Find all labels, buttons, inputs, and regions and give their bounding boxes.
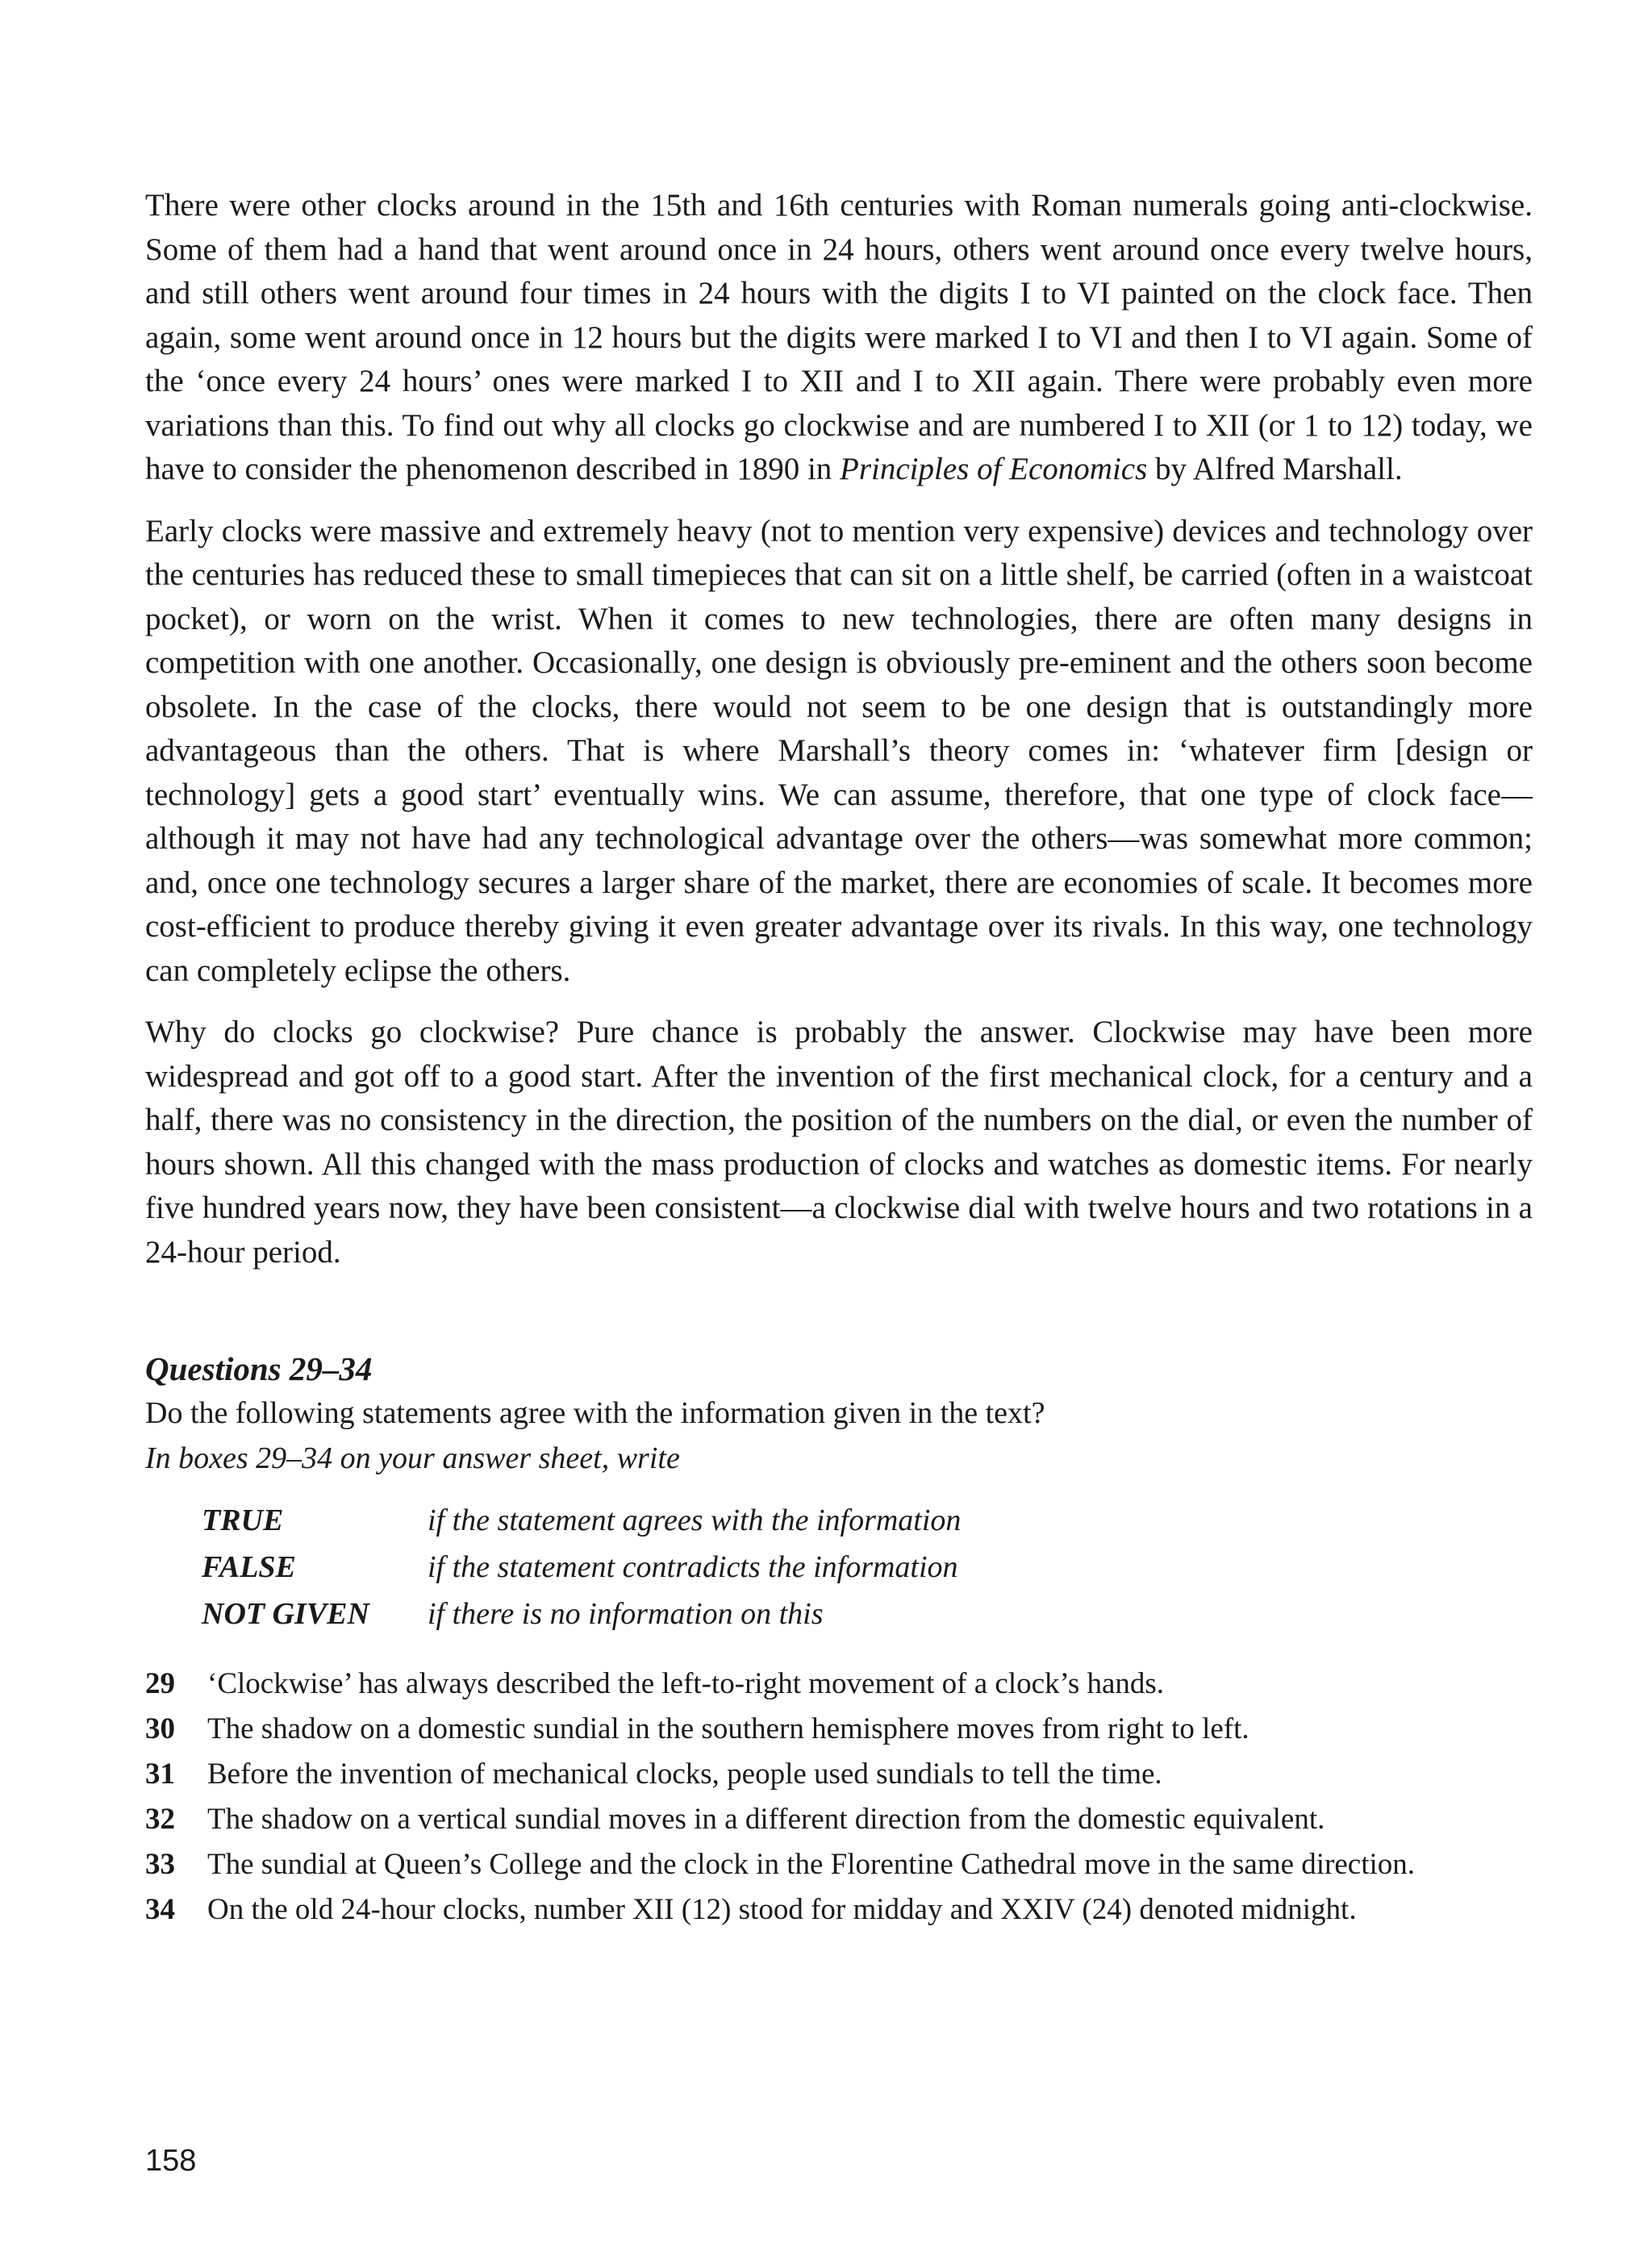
question-number: 29 bbox=[145, 1667, 175, 1700]
question-text: The sundial at Queen’s College and the clock in the Florentine Cathedral move in the same direction. bbox=[207, 1848, 1416, 1881]
legend-row-not-given bbox=[202, 1591, 1533, 1637]
legend-desc: if the statement agrees with the information bbox=[428, 1503, 962, 1537]
legend-row-false bbox=[202, 1544, 1533, 1591]
question-number: 32 bbox=[145, 1803, 175, 1836]
question-text: On the old 24-hour clocks, number XII (12) stood for midday and XXIV (24) denoted midnight. bbox=[207, 1893, 1357, 1926]
passage-paragraph-3: Why do clocks go clockwise? Pure chance is probably the answer. Clockwise may have been more widespread and got off to a good start. After the invention of the first mechanical clock, for a century and a half, there was no consistency in the direction, the position of the numbers on the dial, or even the number of hours shown. All this changed with the mass production of clocks and watches as domestic items. For nearly five hundred years now, they have been consistent—a clockwise dial with twelve hours and two rotations in a 24-hour period. bbox=[145, 1015, 1533, 1270]
passage-paragraph-2: Early clocks were massive and extremely heavy (not to mention very expensive) devices and technology over the centuries has reduced these to small timepieces that can sit on a little shelf, be carried (often in a waistcoat pocket), or worn on the wrist. When it comes to new technologies, there are often many designs in competition with one another. Occasionally, one design is obviously pre-eminent and the others soon become obsolete. In the case of the clocks, there would not seem to be one design that is outstandingly more advantageous than the others. That is where Marshall’s theory comes in: ‘whatever firm [design or technology] gets a good start’ eventually wins. We can assume, therefore, that one type of clock face—although it may not have had any technological advantage over the others—was somewhat more common; and, once one technology secures a larger share of the market, there are economies of scale. It becomes more cost-efficient to produce thereby giving it even greater advantage over its rivals. In this way, one technology can completely eclipse the others. bbox=[145, 513, 1533, 988]
legend-row-true bbox=[202, 1497, 1533, 1544]
instruction-line-2: In boxes 29–34 on your answer sheet, write bbox=[145, 1441, 680, 1475]
question-30 bbox=[145, 1707, 1533, 1752]
book-title: Principles of Economics bbox=[840, 452, 1148, 486]
legend-key: TRUE bbox=[202, 1503, 284, 1537]
instruction-line-1: Do the following statements agree with the information given in the text? bbox=[145, 1396, 1045, 1430]
page-content bbox=[145, 184, 1533, 1933]
passage-paragraph-1 bbox=[145, 184, 1533, 492]
legend-key: NOT GIVEN bbox=[202, 1597, 369, 1631]
question-31 bbox=[145, 1752, 1533, 1797]
question-list bbox=[145, 1662, 1533, 1933]
question-number: 30 bbox=[145, 1712, 175, 1745]
answer-legend bbox=[202, 1497, 1533, 1637]
question-text: ‘Clockwise’ has always described the left-to-right movement of a clock’s hands. bbox=[207, 1667, 1165, 1700]
question-29 bbox=[145, 1662, 1533, 1707]
legend-desc: if there is no information on this bbox=[428, 1597, 824, 1631]
question-32 bbox=[145, 1797, 1533, 1842]
question-number: 31 bbox=[145, 1758, 175, 1791]
question-number: 34 bbox=[145, 1893, 175, 1926]
question-34 bbox=[145, 1887, 1533, 1933]
question-text: Before the invention of mechanical clocks, people used sundials to tell the time. bbox=[207, 1758, 1162, 1791]
question-text: The shadow on a vertical sundial moves in a different direction from the domestic equivalent. bbox=[207, 1803, 1325, 1836]
question-number: 33 bbox=[145, 1848, 175, 1881]
paragraph-1-end: by Alfred Marshall. bbox=[1147, 452, 1403, 486]
legend-desc: if the statement contradicts the information bbox=[428, 1550, 958, 1584]
question-33 bbox=[145, 1842, 1533, 1887]
paragraph-1-text: There were other clocks around in the 15th and 16th centuries with Roman numerals going anti-clockwise. Some of them had a hand that went around once in 24 hours, others went around once every twelve hours, and still others went around four times in 24 hours with the digits I to VI painted on the clock face. Then again, some went around once in 12 hours but the digits were marked I to VI and then I to VI again. Some of the ‘once every 24 hours’ ones were marked I to XII and I to XII again. There were probably even more variations than this. To find out why all clocks go clockwise and are numbered I to XII (or 1 to 12) today, we have to consider the phenomenon described in 1890 in bbox=[145, 188, 1533, 486]
questions-heading: Questions 29–34 bbox=[145, 1350, 373, 1387]
legend-key: FALSE bbox=[202, 1550, 296, 1584]
question-text: The shadow on a domestic sundial in the southern hemisphere moves from right to left. bbox=[207, 1712, 1249, 1745]
page-number: 158 bbox=[145, 2144, 197, 2178]
